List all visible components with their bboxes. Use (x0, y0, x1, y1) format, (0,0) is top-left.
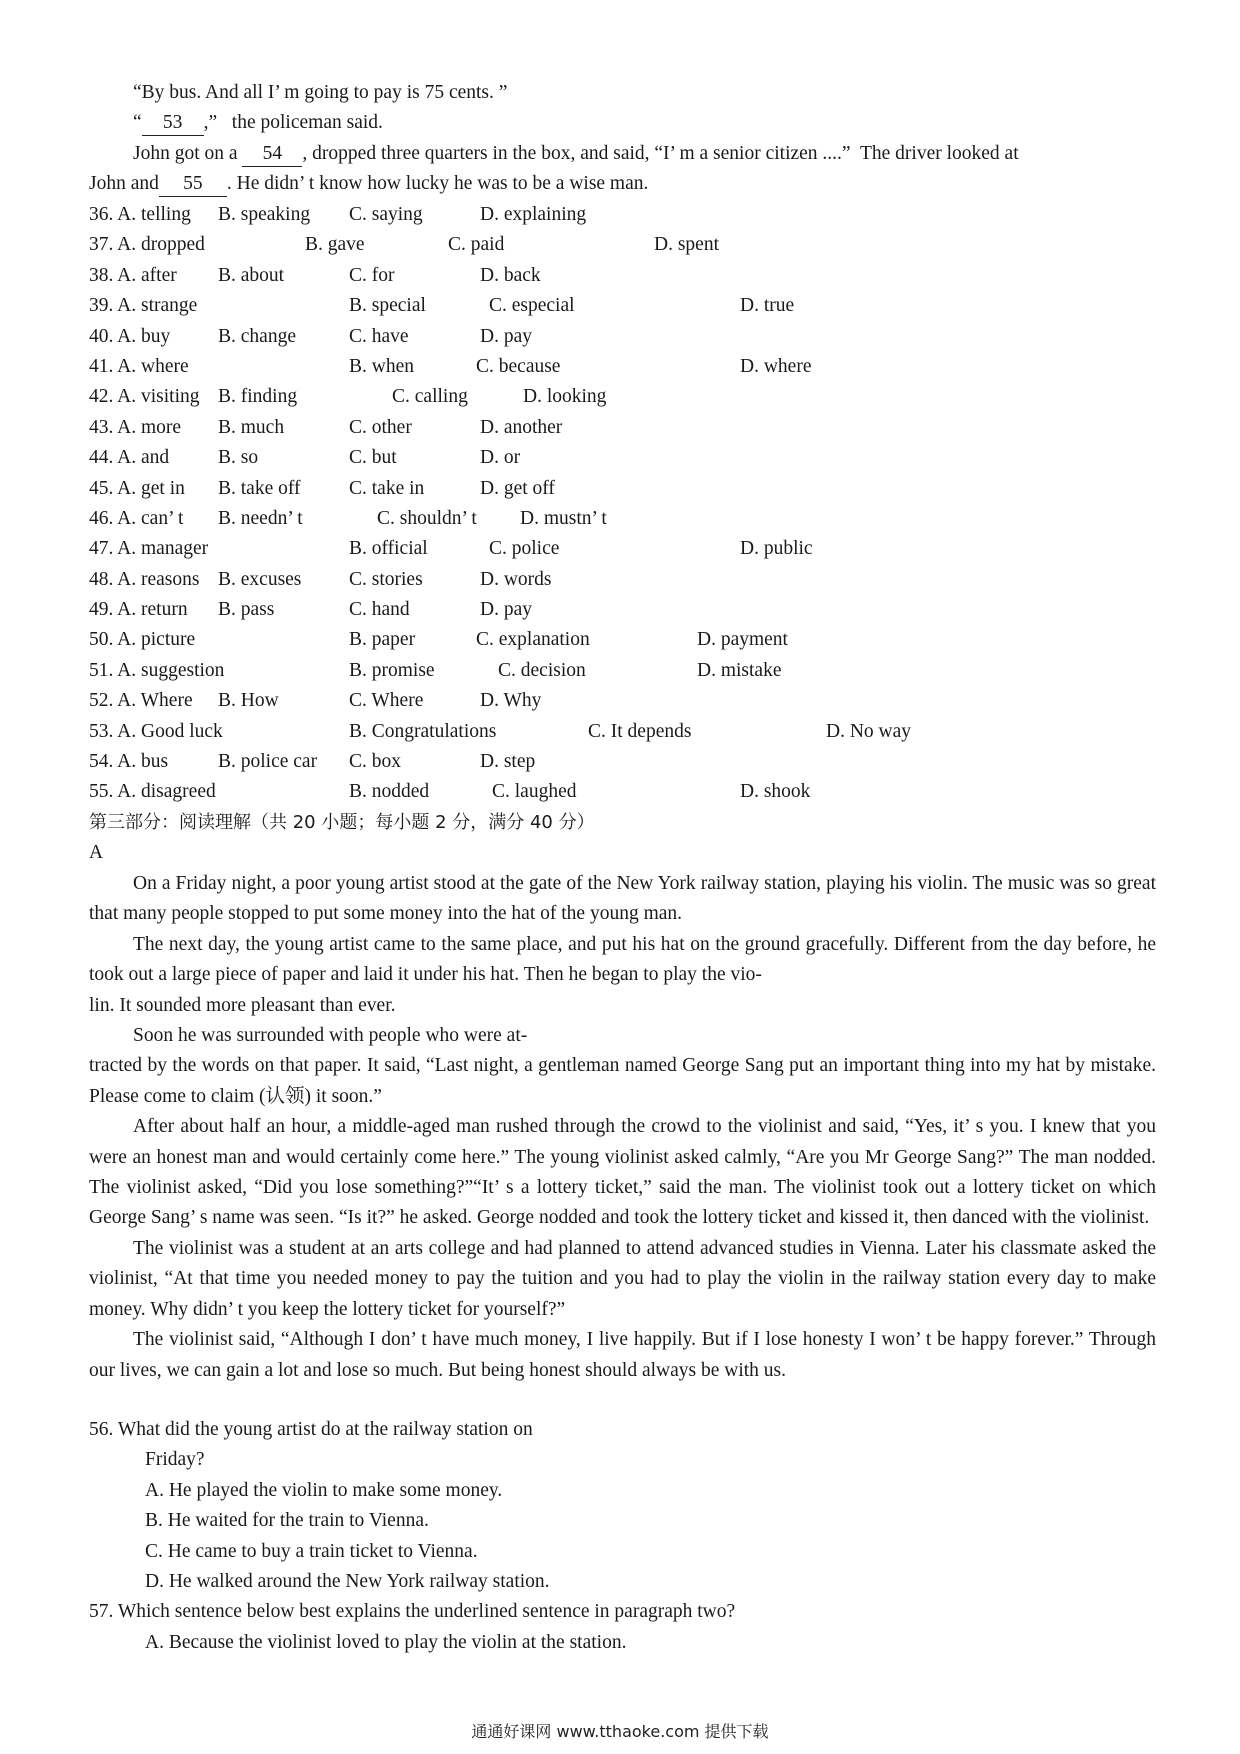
dialogue-line-policeman: “ 53 ,” the policeman said. (89, 108, 1156, 138)
paragraph-1: On a Friday night, a poor young artist stood at the gate of the New York railway station, playing his violin. The music was so great that many people stopped to put some money into the hat of the young man. (89, 873, 1156, 925)
option-row-55: 55. A. disagreed B. nodded C. laughed D. shook (89, 781, 811, 803)
blank-54: 54 (242, 141, 302, 167)
question-56-option-a[interactable]: A. He played the violin to make some money. (145, 1479, 503, 1501)
paragraph-2-continued: lin. It sounded more pleasant than ever. (89, 994, 396, 1016)
option-row-40: 40. A. buy B. change C. have D. pay (89, 325, 532, 347)
option-row-52: 52. A. Where B. How C. Where D. Why (89, 690, 542, 712)
option-row-39: 39. A. strange B. special C. especial D. true (89, 295, 795, 317)
paragraph-2: The next day, the young artist came to the same place, and put his hat on the ground gracefully. Different from the day before, he took out a large piece of paper and laid it under his hat. Then he began to play the vio- (89, 933, 1156, 986)
blank-55: 55 (159, 171, 227, 197)
question-56-option-d[interactable]: D. He walked around the New York railway station. (145, 1570, 550, 1592)
narration-line-john: John got on a 54 , dropped three quarters in the box, and said, “I’ m a senior citizen ....” The driver looked at (89, 139, 1156, 169)
paragraph-3-continued: tracted by the words on that paper. It said, “Last night, a gentleman named George Sang put an important thing into my hat by mistake. Please come to claim (认领) it soon.” (89, 1055, 1156, 1107)
paragraph-6: The violinist said, “Although I don’ t have much money, I live happily. But if I lose honesty I won’ t be happy forever.” Through our lives, we can gain a lot and lose so much. But being honest should always be with us. (89, 1329, 1156, 1381)
question-56-continued: Friday? (145, 1449, 205, 1471)
paragraph-5: The violinist was a student at an arts college and had planned to attend advanced studies in Vienna. Later his classmate asked the violinist, “At that time you needed money to pay the tuition and you had to play the violin in the railway station every day to make money. Why didn’ t you keep the lottery ticket for yourself?” (89, 1237, 1156, 1320)
paragraph-4: After about half an hour, a middle-aged man rushed through the crowd to the violinist and said, “Yes, it’ s you. I knew that you were an honest man and would certainly come here.” The young violinist asked calmly, “Are you Mr George Sang?” The man nodded. The violinist asked, “Did you lose something?”“It’ s a lottery ticket,” said the man. The violinist took out a lottery ticket on which George Sang’ s name was seen. “Is it?” he asked. George nodded and took the lottery ticket and kissed it, then danced with the violinist. (89, 1116, 1156, 1229)
option-row-36: 36. A. telling B. speaking C. saying D. explaining (89, 204, 587, 225)
option-row-41: 41. A. where B. when C. because D. where (89, 355, 812, 377)
page-footer: 通通好课网 www.tthaoke.com 提供下载 (471, 1722, 769, 1741)
cloze-passage-end (89, 78, 1156, 200)
question-56-option-c[interactable]: C. He came to buy a train ticket to Vienna. (145, 1540, 478, 1562)
option-row-44: 44. A. and B. so C. but D. or (89, 447, 521, 469)
option-row-51: 51. A. suggestion B. promise C. decision D. mistake (89, 659, 782, 681)
option-row-53: 53. A. Good luck B. Congratulations C. It depends D. No way (89, 720, 912, 742)
option-row-37: 37. A. dropped B. gave C. paid D. spent (89, 234, 719, 256)
paragraph-3: Soon he was surrounded with people who were at- (133, 1025, 528, 1047)
option-row-48: 48. A. reasons B. excuses C. stories D. words (89, 568, 552, 590)
cloze-options (89, 200, 1156, 808)
option-row-38: 38. A. after B. about C. for D. back (89, 264, 541, 286)
option-row-42: 42. A. visiting B. finding C. calling D. looking (89, 386, 607, 408)
passage-label: A (89, 842, 104, 864)
question-57: 57. Which sentence below best explains the underlined sentence in paragraph two? (89, 1601, 736, 1623)
option-row-43: 43. A. more B. much C. other D. another (89, 416, 563, 438)
section-3-header (89, 808, 1156, 869)
option-row-49: 49. A. return B. pass C. hand D. pay (89, 599, 532, 621)
dialogue-line-bus: “By bus. And all I’ m going to pay is 75 cents. ” (133, 82, 508, 103)
option-row-45: 45. A. get in B. take off C. take in D. get off (89, 477, 555, 499)
section-3-title: 第三部分：阅读理解（共 20 小题；每小题 2 分，满分 40 分） (89, 812, 595, 833)
questions (89, 1415, 1156, 1658)
option-row-54: 54. A. bus B. police car C. box D. step (89, 751, 536, 773)
option-row-47: 47. A. manager B. official C. police D. public (89, 538, 813, 560)
question-57-option-a[interactable]: A. Because the violinist loved to play the violin at the station. (145, 1631, 627, 1653)
option-row-46: 46. A. can’ t B. needn’ t C. shouldn’ t D. mustn’ t (89, 507, 607, 529)
narration-line-end: John and 55 . He didn’ t know how lucky he was to be a wise man. (89, 169, 1156, 199)
question-56-option-b[interactable]: B. He waited for the train to Vienna. (145, 1510, 429, 1532)
question-56: 56. What did the young artist do at the railway station on (89, 1419, 533, 1440)
option-row-50: 50. A. picture B. paper C. explanation D. payment (89, 629, 788, 651)
reading-passage-a (89, 869, 1156, 1386)
blank-53: 53 (142, 110, 204, 136)
